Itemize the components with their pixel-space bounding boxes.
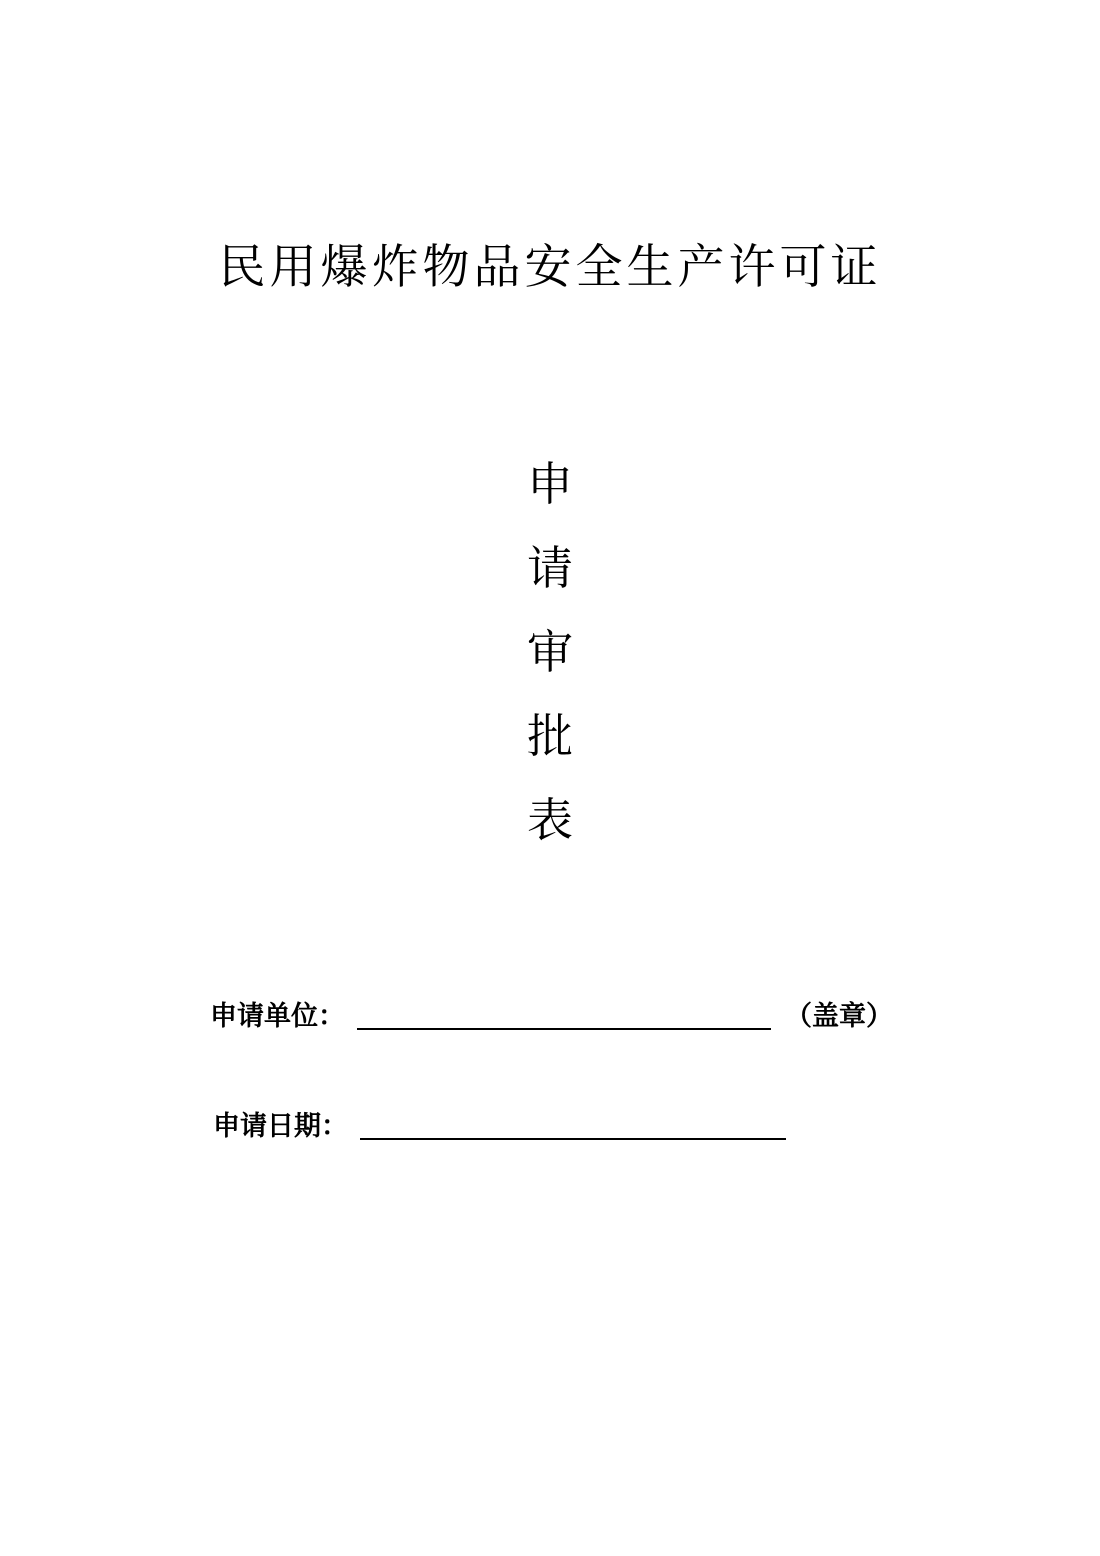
vertical-title-char: 申 <box>527 457 573 511</box>
vertical-form-title <box>0 442 1100 862</box>
vertical-title-char: 请 <box>527 541 573 595</box>
applicant-unit-label: 申请单位： <box>210 1001 345 1032</box>
application-date-field[interactable] <box>360 1108 786 1140</box>
applicant-unit-field[interactable] <box>357 998 771 1030</box>
application-date-row <box>213 1104 786 1144</box>
vertical-title-char: 审 <box>527 625 573 679</box>
vertical-title-char: 表 <box>527 793 573 847</box>
seal-note: （盖章） <box>785 1001 893 1032</box>
application-date-label: 申请日期： <box>213 1111 348 1142</box>
vertical-title-char: 批 <box>527 709 573 763</box>
applicant-unit-row <box>210 994 893 1034</box>
document-title: 民用爆炸物品安全生产许可证 <box>218 240 882 295</box>
